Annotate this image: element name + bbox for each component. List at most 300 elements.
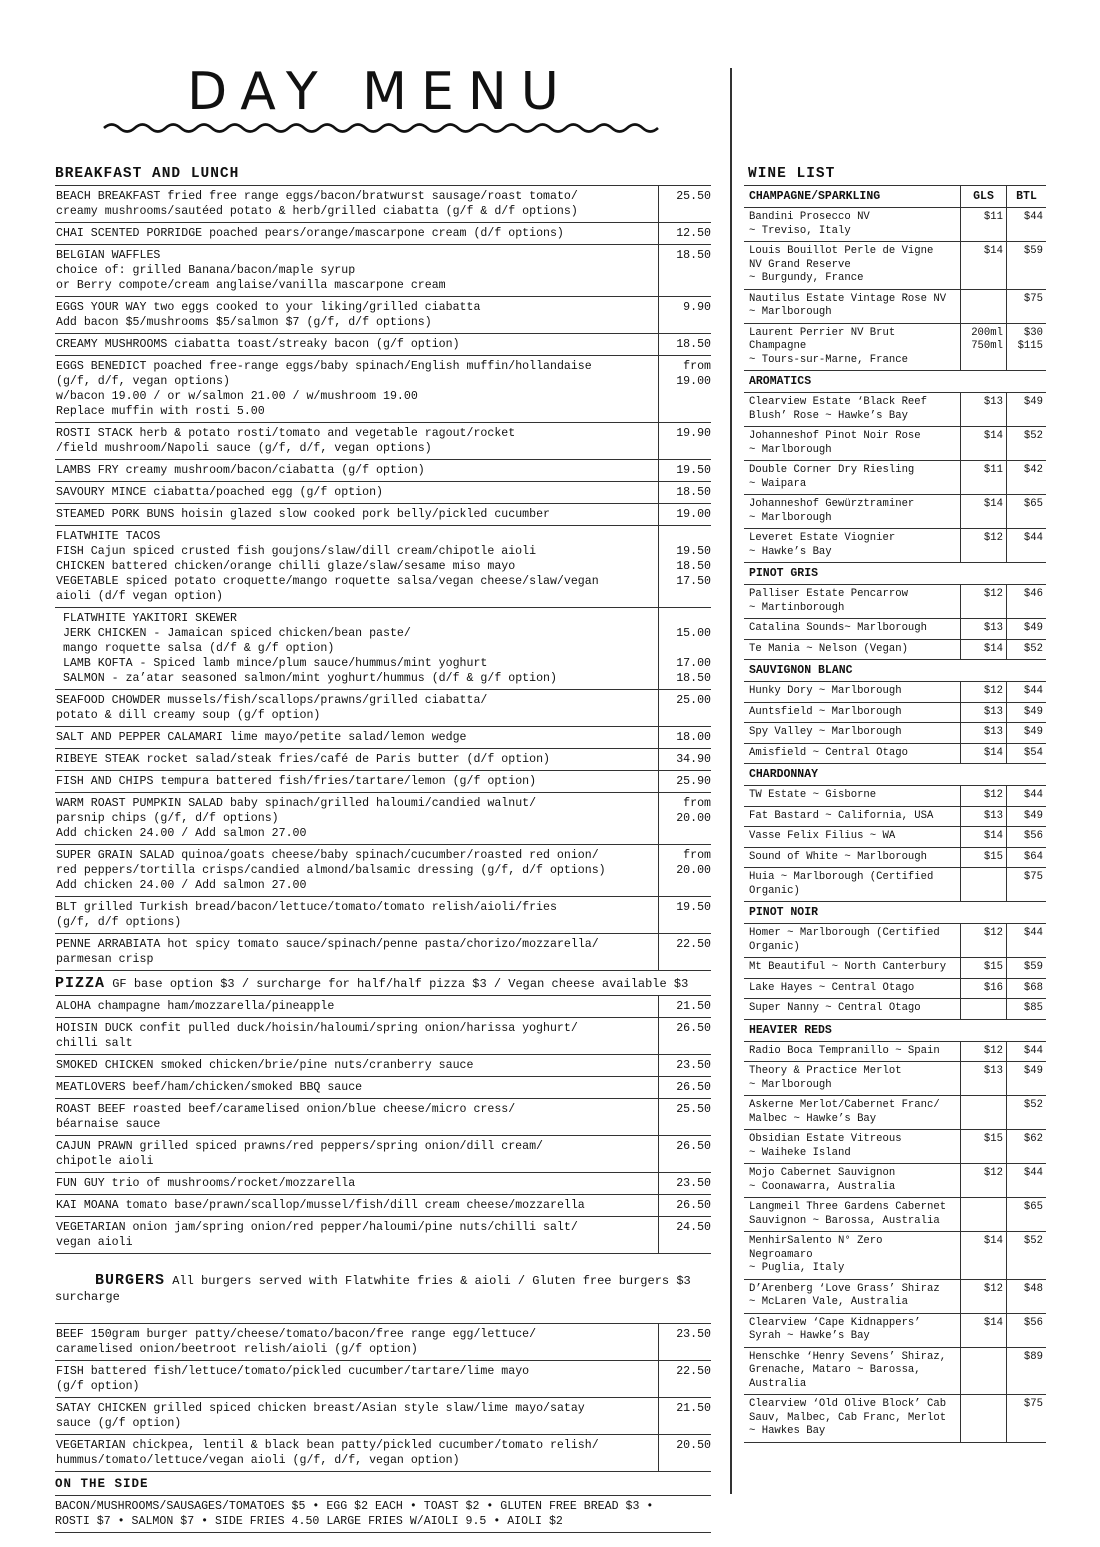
wine-bottle-price: $75 bbox=[1006, 290, 1046, 323]
burgers-note: All burgers served with Flatwhite fries & aioli / Gluten free burgers $3 surcharge bbox=[55, 1274, 691, 1304]
menu-item-detail: grilled Turkish bread/bacon/lettuce/tomato/tomato relish/aioli/fries (g/f, d/f options) bbox=[56, 901, 557, 929]
menu-item-detail: champagne ham/mozzarella/pineapple bbox=[90, 1000, 335, 1013]
wine-row bbox=[744, 495, 1046, 529]
burgers-list bbox=[55, 1324, 711, 1472]
wine-bottle-price: $65 bbox=[1006, 1198, 1046, 1231]
menu-item-price: 20.50 bbox=[658, 1435, 711, 1471]
wine-name: Nautilus Estate Vintage Rose NV ~ Marlborough bbox=[749, 292, 947, 318]
wine-glass-price bbox=[960, 1395, 1006, 1442]
wine-header-btl: BTL bbox=[1006, 186, 1046, 207]
menu-item-detail: chickpea, lentil & black bean patty/pickled cucumber/tomato relish/ hummus/tomato/lettuce/vegan aioli (g/f, d/f, vegan option) bbox=[56, 1439, 599, 1467]
wine-bottle-price: $49 bbox=[1006, 619, 1046, 639]
menu-item-detail: rocket salad/steak fries/café de Paris butter (d/f option) bbox=[139, 753, 550, 766]
pizza-heading: PIZZA bbox=[55, 975, 106, 992]
menu-item-name: ROSTI STACK bbox=[56, 427, 133, 440]
menu-item-description bbox=[55, 504, 658, 525]
wine-row bbox=[744, 682, 1046, 703]
wine-row bbox=[744, 208, 1046, 242]
menu-item-price: 15.00 17.00 18.50 bbox=[658, 608, 711, 689]
wine-glass-price: $14 bbox=[960, 495, 1006, 528]
wine-row bbox=[744, 619, 1046, 640]
menu-item-name: SATAY CHICKEN bbox=[56, 1402, 147, 1415]
menu-item bbox=[55, 245, 711, 297]
menu-item-detail: roasted beef/caramelised onion/blue cheese/micro cress/ béarnaise sauce bbox=[56, 1103, 516, 1131]
wine-row bbox=[744, 979, 1046, 1000]
menu-item-description bbox=[55, 1217, 658, 1253]
pizza-note: GF base option $3 / surcharge for half/half pizza $3 / Vegan cheese available $3 bbox=[105, 977, 689, 991]
menu-item-price: 18.50 bbox=[658, 245, 711, 296]
wine-row bbox=[744, 1198, 1046, 1232]
wine-list bbox=[744, 164, 1046, 1443]
menu-item-price: 23.50 bbox=[658, 1055, 711, 1076]
menu-item-description bbox=[55, 356, 658, 422]
wine-row bbox=[744, 744, 1046, 765]
wine-name: Theory & Practice Merlot ~ Marlborough bbox=[749, 1065, 902, 1091]
wine-name: Johanneshof Gewürztraminer ~ Marlborough bbox=[749, 498, 915, 524]
menu-item-price: 34.90 bbox=[658, 749, 711, 770]
menu-item-detail: battered fish/lettuce/tomato/pickled cucumber/tartare/lime mayo (g/f option) bbox=[56, 1365, 530, 1393]
menu-item-description bbox=[55, 793, 658, 844]
menu-item-name: KAI MOANA bbox=[56, 1199, 119, 1212]
menu-item-price: 26.50 bbox=[658, 1077, 711, 1098]
wine-row bbox=[744, 1314, 1046, 1348]
menu-item-description bbox=[55, 1361, 658, 1397]
wine-row bbox=[744, 1130, 1046, 1164]
wine-name: Spy Valley ~ Marlborough bbox=[749, 726, 902, 738]
column-divider bbox=[730, 68, 732, 1494]
menu-item-description bbox=[55, 1435, 658, 1471]
menu-item bbox=[55, 608, 711, 690]
menu-item-name: FLATWHITE YAKITORI SKEWER bbox=[56, 612, 237, 625]
menu-item bbox=[55, 186, 711, 223]
menu-item-price: 21.50 bbox=[658, 996, 711, 1017]
menu-item bbox=[55, 1217, 711, 1254]
wine-row bbox=[744, 324, 1046, 372]
wine-bottle-price: $64 bbox=[1006, 848, 1046, 868]
menu-item bbox=[55, 423, 711, 460]
wine-row bbox=[744, 1395, 1046, 1443]
wine-bottle-price: $59 bbox=[1006, 958, 1046, 978]
menu-item bbox=[55, 526, 711, 608]
section-heading-burgers bbox=[55, 1254, 711, 1324]
wine-bottle-price: $44 bbox=[1006, 786, 1046, 806]
wine-name: Mt Beautiful ~ North Canterbury bbox=[749, 961, 947, 973]
menu-item-description bbox=[55, 727, 658, 748]
wine-row bbox=[744, 1096, 1046, 1130]
menu-item-description bbox=[55, 897, 658, 933]
menu-item bbox=[55, 1324, 711, 1361]
menu-item-detail: fried free range eggs/bacon/bratwurst sausage/roast tomato/ creamy mushrooms/sautéed potato & herb/grilled ciabatta (g/f & d/f options) bbox=[56, 190, 578, 218]
wine-row bbox=[744, 242, 1046, 290]
menu-item bbox=[55, 1398, 711, 1435]
wine-glass-price: $15 bbox=[960, 1130, 1006, 1163]
menu-item-detail: grilled spiced chicken breast/Asian style slaw/lime mayo/satay sauce (g/f option) bbox=[56, 1402, 585, 1430]
wine-bottle-price: $49 bbox=[1006, 723, 1046, 743]
wine-name: Johanneshof Pinot Noir Rose ~ Marlborough bbox=[749, 430, 921, 456]
menu-item-detail: poached free-range eggs/baby spinach/English muffin/hollandaise (g/f, d/f, vegan options) w/bacon 19.00 / or w/salmon 21.00 / w/mushroom 19.00 Replace muffin with rosti 5.00 bbox=[56, 360, 592, 418]
pizza-list bbox=[55, 996, 711, 1254]
menu-item-price: from 20.00 bbox=[658, 793, 711, 844]
menu-item-description bbox=[55, 749, 658, 770]
menu-item-description bbox=[55, 297, 658, 333]
menu-item bbox=[55, 1055, 711, 1077]
menu-item-description bbox=[55, 934, 658, 970]
wine-name: MenhirSalento N° Zero Negroamaro ~ Puglia, Italy bbox=[749, 1235, 883, 1274]
menu-item-detail: poached pears/orange/mascarpone cream (d/f options) bbox=[202, 227, 564, 240]
wine-glass-price: $13 bbox=[960, 723, 1006, 743]
wine-name: Bandini Prosecco NV ~ Treviso, Italy bbox=[749, 211, 870, 237]
wine-glass-price: $13 bbox=[960, 703, 1006, 723]
menu-item-price: 26.50 bbox=[658, 1136, 711, 1172]
menu-item bbox=[55, 482, 711, 504]
menu-item-detail: beef/ham/chicken/smoked BBQ sauce bbox=[125, 1081, 363, 1094]
menu-item-description bbox=[55, 482, 658, 503]
menu-item-detail: lime mayo/petite salad/lemon wedge bbox=[222, 731, 467, 744]
wine-row bbox=[744, 703, 1046, 724]
wine-glass-price: $11 bbox=[960, 208, 1006, 241]
wine-category-heading: AROMATICS bbox=[744, 371, 1046, 393]
wine-glass-price: $14 bbox=[960, 744, 1006, 764]
menu-item-description bbox=[55, 996, 658, 1017]
wine-name: Double Corner Dry Riesling ~ Waipara bbox=[749, 464, 915, 490]
menu-item-price: 24.50 bbox=[658, 1217, 711, 1253]
wine-bottle-price: $89 bbox=[1006, 1348, 1046, 1395]
menu-item-price: 19.50 18.50 17.50 bbox=[658, 526, 711, 607]
wine-row bbox=[744, 640, 1046, 661]
wine-glass-price bbox=[960, 290, 1006, 323]
menu-item-detail: smoked chicken/brie/pine nuts/cranberry sauce bbox=[153, 1059, 474, 1072]
menu-item-name: FISH bbox=[56, 1365, 84, 1378]
menu-item-description bbox=[55, 1077, 658, 1098]
menu-item bbox=[55, 223, 711, 245]
menu-item-detail: confit pulled duck/hoisin/haloumi/spring onion/harissa yoghurt/ chilli salt bbox=[56, 1022, 578, 1050]
wine-name: Huia ~ Marlborough (Certified Organic) bbox=[749, 871, 934, 897]
wine-bottle-price: $44 bbox=[1006, 529, 1046, 562]
wine-bottle-price: $75 bbox=[1006, 1395, 1046, 1442]
menu-item-price: 19.50 bbox=[658, 897, 711, 933]
menu-item-name: WARM ROAST PUMPKIN SALAD bbox=[56, 797, 223, 810]
menu-item-name: BELGIAN WAFFLES bbox=[56, 249, 161, 262]
menu-item bbox=[55, 1195, 711, 1217]
wine-bottle-price: $49 bbox=[1006, 807, 1046, 827]
wine-row bbox=[744, 1348, 1046, 1396]
wine-row bbox=[744, 1062, 1046, 1096]
wine-name: Leveret Estate Viognier ~ Hawke’s Bay bbox=[749, 532, 896, 558]
menu-item-name: CAJUN PRAWN bbox=[56, 1140, 133, 1153]
wine-row bbox=[744, 807, 1046, 828]
wine-name: TW Estate ~ Gisborne bbox=[749, 789, 877, 801]
menu-item-name: STEAMED PORK BUNS bbox=[56, 508, 175, 521]
wine-list-title: WINE LIST bbox=[744, 164, 1046, 186]
menu-item bbox=[55, 771, 711, 793]
wine-glass-price: 200ml 750ml bbox=[960, 324, 1006, 371]
menu-item-detail: ciabatta/poached egg (g/f option) bbox=[146, 486, 384, 499]
wine-category-heading: CHARDONNAY bbox=[744, 764, 1046, 786]
menu-item bbox=[55, 934, 711, 971]
wine-name: Clearview ‘Cape Kidnappers’ Syrah ~ Hawke’s Bay bbox=[749, 1316, 921, 1342]
wine-glass-price: $12 bbox=[960, 1280, 1006, 1313]
wine-glass-price: $12 bbox=[960, 1042, 1006, 1062]
wine-glass-price: $13 bbox=[960, 807, 1006, 827]
wine-name: Fat Bastard ~ California, USA bbox=[749, 809, 934, 822]
menu-item bbox=[55, 1361, 711, 1398]
wine-row bbox=[744, 924, 1046, 958]
menu-item-detail: herb & potato rosti/tomato and vegetable ragout/rocket /field mushroom/Napoli sauce (g/f, d/f, vegan options) bbox=[56, 427, 516, 455]
wine-row bbox=[744, 999, 1046, 1020]
wine-name: Auntsfield ~ Marlborough bbox=[749, 705, 902, 718]
section-heading-breakfast: BREAKFAST AND LUNCH bbox=[55, 164, 711, 186]
wine-glass-price bbox=[960, 1096, 1006, 1129]
menu-item-price: 26.50 bbox=[658, 1018, 711, 1054]
wine-glass-price: $15 bbox=[960, 848, 1006, 868]
menu-item-detail: grilled spiced prawns/red peppers/spring onion/dill cream/ chipotle aioli bbox=[56, 1140, 544, 1168]
wine-row bbox=[744, 585, 1046, 619]
wine-row bbox=[744, 848, 1046, 869]
menu-item bbox=[55, 845, 711, 897]
wine-bottle-price: $44 bbox=[1006, 1042, 1046, 1062]
menu-item-detail: mussels/fish/scallops/prawns/grilled ciabatta/ potato & dill creamy soup (g/f option) bbox=[56, 694, 488, 722]
food-menu bbox=[55, 164, 711, 1533]
menu-item-name: ROAST BEEF bbox=[56, 1103, 126, 1116]
wine-glass-price bbox=[960, 1348, 1006, 1395]
wine-bottle-price: $49 bbox=[1006, 393, 1046, 426]
wine-glass-price: $14 bbox=[960, 827, 1006, 847]
wine-row bbox=[744, 461, 1046, 495]
menu-item-price: from 20.00 bbox=[658, 845, 711, 896]
menu-item-price: 9.90 bbox=[658, 297, 711, 333]
menu-item bbox=[55, 1435, 711, 1472]
menu-item-detail: trio of mushrooms/rocket/mozzarella bbox=[104, 1177, 356, 1190]
menu-item-price: 25.00 bbox=[658, 690, 711, 726]
wine-category-heading: SAUVIGNON BLANC bbox=[744, 660, 1046, 682]
wine-glass-price: $11 bbox=[960, 461, 1006, 494]
menu-item-price: 18.00 bbox=[658, 727, 711, 748]
menu-item-name: ALOHA bbox=[56, 1000, 91, 1013]
menu-item-price: 26.50 bbox=[658, 1195, 711, 1216]
menu-item-description bbox=[55, 845, 658, 896]
wine-name: Catalina Sounds~ Marlborough bbox=[749, 622, 928, 634]
menu-item-name: EGGS YOUR WAY bbox=[56, 301, 147, 314]
menu-item-name: SALT AND PEPPER CALAMARI bbox=[56, 731, 223, 744]
wine-body bbox=[744, 208, 1046, 1443]
menu-item-price: 21.50 bbox=[658, 1398, 711, 1434]
menu-item-name: SUPER GRAIN SALAD bbox=[56, 849, 175, 862]
menu-item-description bbox=[55, 223, 658, 244]
wine-bottle-price: $56 bbox=[1006, 1314, 1046, 1347]
wine-name: Clearview ‘Old Olive Block’ Cab Sauv, Malbec, Cab Franc, Merlot ~ Hawkes Bay bbox=[749, 1398, 947, 1437]
wine-bottle-price: $52 bbox=[1006, 1096, 1046, 1129]
wine-bottle-price: $46 bbox=[1006, 585, 1046, 618]
menu-item-detail: hoisin glazed slow cooked pork belly/pickled cucumber bbox=[174, 508, 550, 521]
menu-item-price: 25.50 bbox=[658, 1099, 711, 1135]
menu-item-name: FLATWHITE TACOS bbox=[56, 530, 161, 543]
menu-item-price: 25.50 bbox=[658, 186, 711, 222]
menu-item-name: VEGETARIAN bbox=[56, 1439, 126, 1452]
wine-bottle-price: $30 $115 bbox=[1006, 324, 1046, 371]
menu-item bbox=[55, 996, 711, 1018]
menu-item-detail: tomato base/prawn/scallop/mussel/fish/dill cream cheese/mozzarella bbox=[118, 1199, 585, 1212]
wine-glass-price: $13 bbox=[960, 619, 1006, 639]
wine-bottle-price: $85 bbox=[1006, 999, 1046, 1019]
wine-row bbox=[744, 529, 1046, 563]
menu-item-name: MEATLOVERS bbox=[56, 1081, 126, 1094]
menu-item-description bbox=[55, 526, 658, 607]
menu-item-name: FUN GUY bbox=[56, 1177, 105, 1190]
menu-item bbox=[55, 749, 711, 771]
menu-item-name: VEGETARIAN bbox=[56, 1221, 126, 1234]
menu-item-name: BEACH BREAKFAST bbox=[56, 190, 161, 203]
wine-name: Hunky Dory ~ Marlborough bbox=[749, 685, 902, 697]
wine-name: Homer ~ Marlborough (Certified Organic) bbox=[749, 927, 940, 953]
wine-row bbox=[744, 1280, 1046, 1314]
wine-row bbox=[744, 393, 1046, 427]
menu-item-detail: choice of: grilled Banana/bacon/maple syrup or Berry compote/cream anglaise/vanilla mascarpone cream bbox=[56, 264, 446, 292]
menu-item-detail: FISH Cajun spiced crusted fish goujons/slaw/dill cream/chipotle aioli CHICKEN battered chicken/orange chilli glaze/slaw/sesame miso mayo VEGETABLE spiced potato croquette/mango roquette salsa/vegan cheese/slaw/vegan aioli (d/f vegan option) bbox=[56, 545, 599, 603]
menu-item-name: CHAI SCENTED PORRIDGE bbox=[56, 227, 203, 240]
menu-item-price: 19.50 bbox=[658, 460, 711, 481]
wine-glass-price: $12 bbox=[960, 529, 1006, 562]
wine-name: Obsidian Estate Vitreous ~ Waiheke Island bbox=[749, 1133, 902, 1159]
menu-item-price: 18.50 bbox=[658, 334, 711, 355]
wine-category-heading: HEAVIER REDS bbox=[744, 1020, 1046, 1042]
wine-glass-price: $15 bbox=[960, 958, 1006, 978]
menu-item-detail: hot spicy tomato sauce/spinach/penne pasta/chorizo/mozzarella/ parmesan crisp bbox=[56, 938, 599, 966]
menu-item-name: EGGS BENEDICT bbox=[56, 360, 147, 373]
wine-bottle-price: $62 bbox=[1006, 1130, 1046, 1163]
wine-name: Amisfield ~ Central Otago bbox=[749, 746, 908, 759]
menu-item-price: 25.90 bbox=[658, 771, 711, 792]
wine-row bbox=[744, 786, 1046, 807]
menu-item bbox=[55, 1018, 711, 1055]
section-heading-pizza bbox=[55, 971, 711, 996]
wine-name: Langmeil Three Gardens Cabernet Sauvignon ~ Barossa, Australia bbox=[749, 1201, 947, 1227]
wine-glass-price: $12 bbox=[960, 786, 1006, 806]
wine-bottle-price: $52 bbox=[1006, 427, 1046, 460]
wine-bottle-price: $44 bbox=[1006, 682, 1046, 702]
wave-divider bbox=[102, 120, 660, 136]
wine-row bbox=[744, 427, 1046, 461]
wine-header-row bbox=[744, 186, 1046, 208]
wine-name: Vasse Felix Filius ~ WA bbox=[749, 830, 896, 842]
menu-item-price: 22.50 bbox=[658, 934, 711, 970]
menu-item-description bbox=[55, 1018, 658, 1054]
menu-item-detail: tempura battered fish/fries/tartare/lemon (g/f option) bbox=[153, 775, 537, 788]
menu-item-name: SMOKED CHICKEN bbox=[56, 1059, 154, 1072]
menu-item-description bbox=[55, 1324, 658, 1360]
wine-glass-price: $12 bbox=[960, 1164, 1006, 1197]
wine-glass-price: $12 bbox=[960, 682, 1006, 702]
wine-category-heading: PINOT NOIR bbox=[744, 902, 1046, 924]
wine-glass-price: $14 bbox=[960, 1232, 1006, 1279]
menu-item-description bbox=[55, 1173, 658, 1194]
menu-item bbox=[55, 690, 711, 727]
menu-item-detail: creamy mushroom/bacon/ciabatta (g/f option) bbox=[118, 464, 425, 477]
menu-item-name: SAVOURY MINCE bbox=[56, 486, 147, 499]
menu-item bbox=[55, 460, 711, 482]
menu-item-description bbox=[55, 186, 658, 222]
wine-bottle-price: $68 bbox=[1006, 979, 1046, 999]
wine-bottle-price: $54 bbox=[1006, 744, 1046, 764]
menu-item-name: BLT bbox=[56, 901, 77, 914]
wine-name: Mojo Cabernet Sauvignon ~ Coonawarra, Australia bbox=[749, 1167, 896, 1193]
wine-glass-price: $12 bbox=[960, 924, 1006, 957]
wine-bottle-price: $52 bbox=[1006, 1232, 1046, 1279]
wine-name: Askerne Merlot/Cabernet Franc/ Malbec ~ Hawke’s Bay bbox=[749, 1099, 940, 1125]
menu-item bbox=[55, 1099, 711, 1136]
side-text: BACON/MUSHROOMS/SAUSAGES/TOMATOES $5 • EGG $2 EACH • TOAST $2 • GLUTEN FREE BREAD $3 • ROSTI $7 • SALMON $7 • SIDE FRIES 4.50 LARGE FRIES W/AIOLI 9.5 • AIOLI $2 bbox=[55, 1496, 711, 1533]
menu-item-name: BEEF bbox=[56, 1328, 84, 1341]
menu-item-description bbox=[55, 245, 658, 296]
wine-bottle-price: $75 bbox=[1006, 868, 1046, 901]
page-title: DAY MENU bbox=[187, 62, 573, 122]
menu-item bbox=[55, 1077, 711, 1099]
menu-item-name: PENNE ARRABIATA bbox=[56, 938, 161, 951]
menu-item-description bbox=[55, 690, 658, 726]
menu-item-detail: baby spinach/grilled haloumi/candied walnut/ parsnip chips (g/f, d/f options) Add chicken 24.00 / Add salmon 27.00 bbox=[56, 797, 537, 840]
wine-header-gls: GLS bbox=[960, 186, 1006, 207]
menu-item-detail: two eggs cooked to your liking/grilled ciabatta Add bacon $5/mushrooms $5/salmon $7 (g/f, d/f options) bbox=[56, 301, 481, 329]
wine-row bbox=[744, 827, 1046, 848]
wine-glass-price: $13 bbox=[960, 393, 1006, 426]
menu-item-detail: 150gram burger patty/cheese/tomato/bacon/free range egg/lettuce/ caramelised onion/beetroot relish/aioli (g/f option) bbox=[56, 1328, 537, 1356]
wine-glass-price bbox=[960, 1198, 1006, 1231]
wine-glass-price bbox=[960, 868, 1006, 901]
wine-row bbox=[744, 1042, 1046, 1063]
wine-bottle-price: $44 bbox=[1006, 924, 1046, 957]
wine-name: Henschke ‘Henry Sevens’ Shiraz, Grenache, Mataro ~ Barossa, Australia bbox=[749, 1350, 947, 1390]
menu-item-description bbox=[55, 1195, 658, 1216]
menu-item-description bbox=[55, 423, 658, 459]
wine-name: Louis Bouillot Perle de Vigne NV Grand Reserve ~ Burgundy, France bbox=[749, 245, 934, 284]
wine-bottle-price: $59 bbox=[1006, 242, 1046, 289]
menu-item-description bbox=[55, 608, 658, 689]
menu-item-description bbox=[55, 460, 658, 481]
wine-row bbox=[744, 868, 1046, 902]
wine-bottle-price: $49 bbox=[1006, 1062, 1046, 1095]
menu-item-detail: JERK CHICKEN - Jamaican spiced chicken/bean paste/ mango roquette salsa (d/f & g/f option) LAMB KOFTA - Spiced lamb mince/plum sauce/hummus/mint yoghurt SALMON - za’atar seasoned salmon/mint yoghurt/hummus (d/f & g/f option) bbox=[62, 627, 557, 685]
wine-row bbox=[744, 1164, 1046, 1198]
menu-item bbox=[55, 356, 711, 423]
wine-header-category: CHAMPAGNE/SPARKLING bbox=[749, 190, 881, 203]
wine-category-heading: PINOT GRIS bbox=[744, 563, 1046, 585]
menu-item-price: from 19.00 bbox=[658, 356, 711, 422]
menu-item bbox=[55, 297, 711, 334]
wine-name: Laurent Perrier NV Brut Champagne ~ Tours-sur-Marne, France bbox=[749, 326, 908, 366]
menu-item bbox=[55, 897, 711, 934]
wine-glass-price bbox=[960, 999, 1006, 1019]
menu-item-description bbox=[55, 1099, 658, 1135]
menu-item-detail: ciabatta toast/streaky bacon (g/f option) bbox=[167, 338, 460, 351]
wine-name: Palliser Estate Pencarrow ~ Martinborough bbox=[749, 588, 908, 614]
menu-item-price: 23.50 bbox=[658, 1324, 711, 1360]
wine-glass-price: $14 bbox=[960, 1314, 1006, 1347]
wine-bottle-price: $44 bbox=[1006, 1164, 1046, 1197]
wine-bottle-price: $48 bbox=[1006, 1280, 1046, 1313]
wine-name: D’Arenberg ‘Love Grass’ Shiraz ~ McLaren Vale, Australia bbox=[749, 1282, 940, 1308]
wine-bottle-price: $49 bbox=[1006, 703, 1046, 723]
menu-item-description bbox=[55, 1136, 658, 1172]
wine-row bbox=[744, 958, 1046, 979]
wine-name: Lake Hayes ~ Central Otago bbox=[749, 981, 915, 994]
menu-item bbox=[55, 334, 711, 356]
wine-glass-price: $14 bbox=[960, 242, 1006, 289]
wine-name: Sound of White ~ Marlborough bbox=[749, 850, 928, 863]
menu-item-price: 22.50 bbox=[658, 1361, 711, 1397]
wine-bottle-price: $56 bbox=[1006, 827, 1046, 847]
menu-item-description bbox=[55, 771, 658, 792]
menu-item-detail: onion jam/spring onion/red pepper/haloumi/pine nuts/chilli salt/ vegan aioli bbox=[56, 1221, 578, 1249]
menu-item-price: 12.50 bbox=[658, 223, 711, 244]
